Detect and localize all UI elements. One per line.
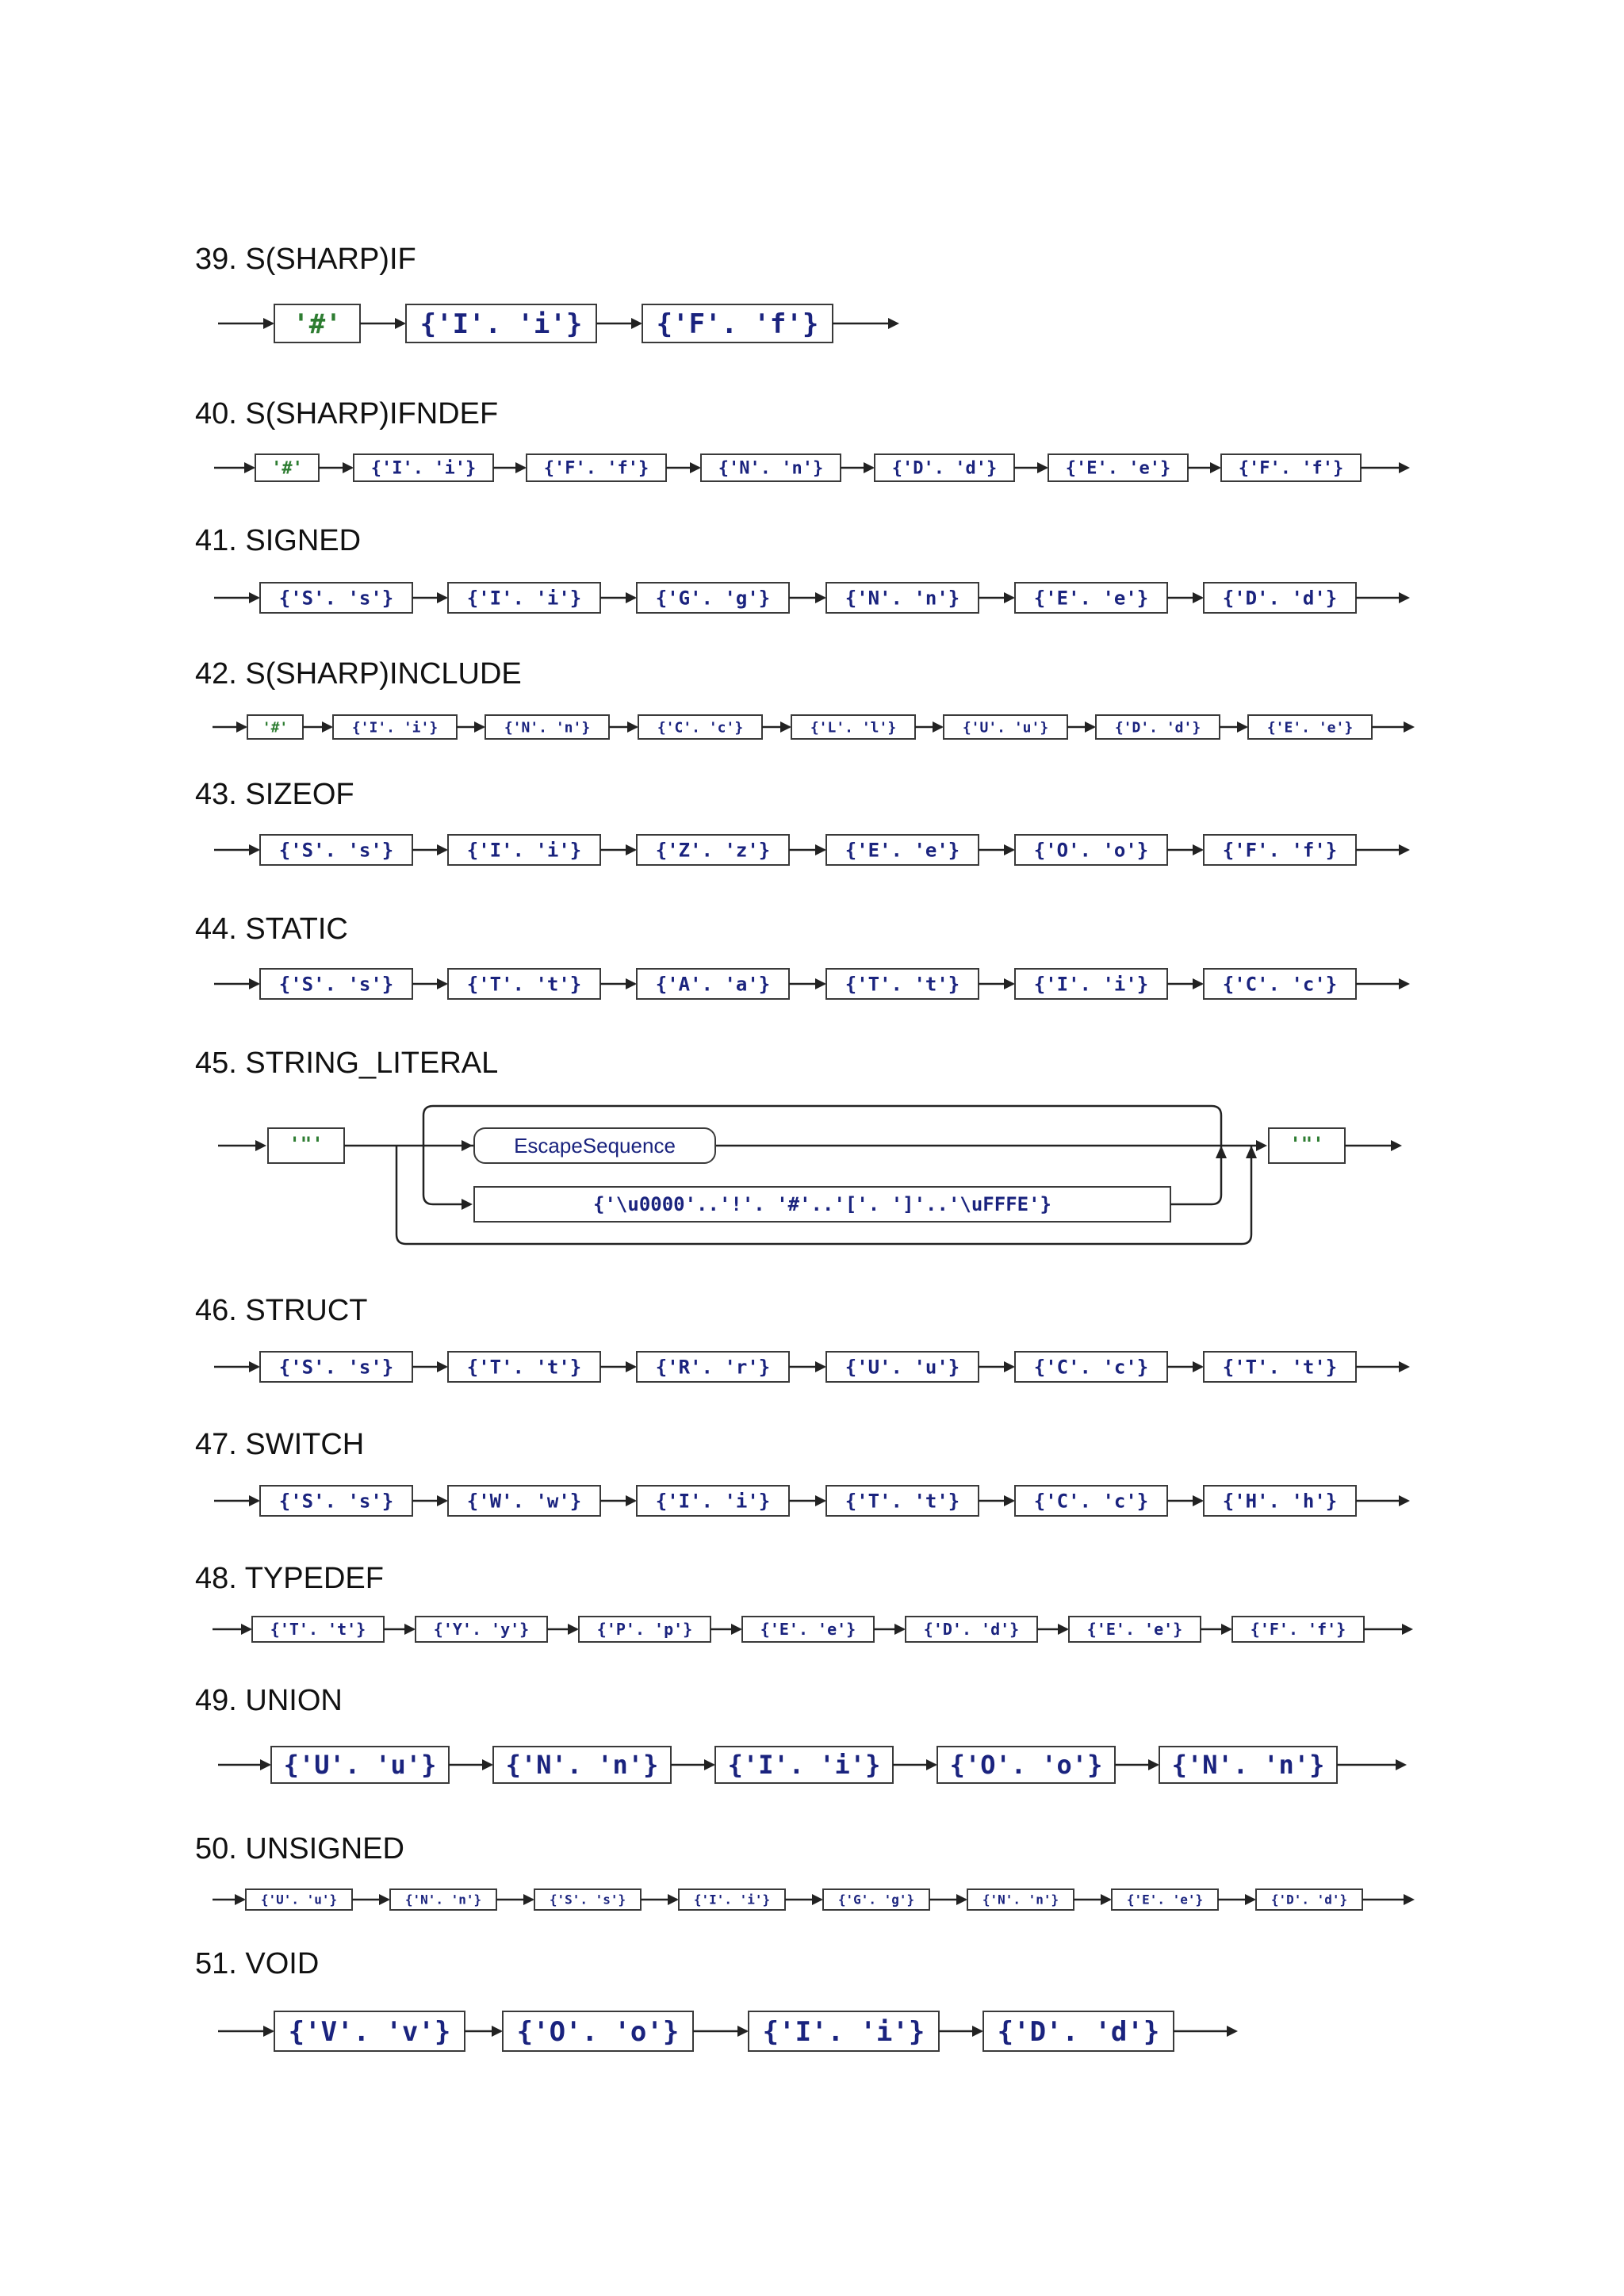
arrow-head-icon — [492, 2026, 503, 2037]
arrow-head-icon — [1101, 1894, 1112, 1905]
token-label: {'E'. 'e'} — [1086, 1620, 1183, 1639]
token-label: {'I'. 'i'} — [419, 308, 583, 340]
token-label: {'S'. 's'} — [278, 1490, 394, 1513]
arrow-head-icon — [1058, 1624, 1069, 1635]
arrow-head-icon — [515, 462, 527, 473]
token-label: {'I'. 'i'} — [655, 1490, 771, 1513]
token-label: {'A'. 'a'} — [655, 973, 771, 996]
arrow-head-icon — [1193, 844, 1204, 855]
arrow-head-icon — [864, 462, 875, 473]
arrow-head-icon — [404, 1624, 416, 1635]
diagram-46 — [0, 1343, 1624, 1391]
arrow-head-icon — [263, 318, 274, 329]
token-label: {'S'. 's'} — [278, 839, 394, 862]
token-label: {'T'. 't'} — [845, 1490, 960, 1513]
arrow-head-icon — [888, 318, 899, 329]
token-label: {'F'. 'f'} — [656, 308, 819, 340]
arrow-head-icon — [437, 978, 448, 989]
arrow-head-icon — [1221, 1624, 1232, 1635]
section-title-51: 51. VOID — [195, 1947, 320, 1980]
token-label: {'I'. 'i'} — [351, 719, 439, 737]
arrow-head-icon — [322, 721, 333, 733]
token-label: {'I'. 'i'} — [1033, 973, 1149, 996]
diagram-40 — [0, 446, 1624, 493]
token-label: {'N'. 'n'} — [982, 1892, 1059, 1908]
arrow-head-icon — [249, 844, 260, 855]
arrow-head-icon — [395, 318, 406, 329]
arrow-head-icon — [244, 462, 255, 473]
arrow-head-icon — [780, 721, 791, 733]
section-title-43: 43. SIZEOF — [195, 778, 354, 811]
token-label: {'C'. 'c'} — [657, 719, 744, 737]
token-label: {'E'. 'e'} — [760, 1620, 856, 1639]
diagram-50 — [0, 1881, 1624, 1920]
arrow-head-icon — [704, 1759, 715, 1770]
diagram-49 — [0, 1733, 1624, 1797]
token-label: {'T'. 't'} — [270, 1620, 366, 1639]
section-title-46: 46. STRUCT — [195, 1294, 368, 1327]
section-title-39: 39. S(SHARP)IF — [195, 243, 416, 276]
token-label: {'F'. 'f'} — [543, 458, 649, 479]
token-label: '#' — [293, 308, 342, 340]
token-label: {'S'. 's'} — [278, 1356, 394, 1379]
arrow-head-icon — [815, 978, 826, 989]
token-label: {'D'. 'd'} — [997, 2015, 1160, 2048]
arrow-head-icon — [482, 1759, 493, 1770]
arrow-head-icon — [933, 721, 944, 733]
arrow-head-icon — [737, 2026, 749, 2037]
arrow-head-icon — [1085, 721, 1096, 733]
diagram-39 — [0, 292, 1624, 355]
arrow-head-icon — [474, 721, 485, 733]
arrow-head-icon — [926, 1759, 937, 1770]
token-label: {'I'. 'i'} — [466, 839, 582, 862]
arrow-head-icon — [343, 462, 354, 473]
section-title-47: 47. SWITCH — [195, 1428, 365, 1461]
section-title-41: 41. SIGNED — [195, 524, 362, 557]
arrow-head-icon — [1237, 721, 1248, 733]
token-label: {'E'. 'e'} — [1033, 587, 1149, 610]
token-label: {'G'. 'g'} — [655, 587, 771, 610]
diagram-43 — [0, 826, 1624, 874]
section-title-44: 44. STATIC — [195, 913, 348, 946]
arrow-head-icon — [1399, 978, 1410, 989]
arrow-head-icon — [1193, 1361, 1204, 1372]
arrow-head-icon — [249, 592, 260, 603]
token-label: {'E'. 'e'} — [1266, 719, 1354, 737]
token-label: {'L'. 'l'} — [810, 719, 897, 737]
diagram-51 — [0, 1998, 1624, 2061]
arrow-head-icon — [815, 844, 826, 855]
token-label: {'U'. 'u'} — [283, 1750, 437, 1781]
diagram-47 — [0, 1477, 1624, 1525]
quote-close-token: '"' — [1289, 1133, 1324, 1155]
arrow-head-icon — [1399, 1495, 1410, 1506]
token-label: {'N'. 'n'} — [504, 719, 591, 737]
token-label: {'O'. 'o'} — [1033, 839, 1149, 862]
token-label: {'E'. 'e'} — [1065, 458, 1171, 479]
token-label: {'N'. 'n'} — [404, 1892, 482, 1908]
arrow-head-icon — [241, 1624, 252, 1635]
token-label: '#' — [271, 458, 303, 479]
token-label: {'N'. 'n'} — [1171, 1750, 1325, 1781]
token-label: {'T'. 't'} — [1222, 1356, 1338, 1379]
arrow-head-icon — [437, 844, 448, 855]
token-label: {'N'. 'n'} — [845, 587, 960, 610]
arrow-head-icon — [1004, 592, 1015, 603]
arrow-head-icon — [379, 1894, 390, 1905]
token-label: {'R'. 'r'} — [655, 1356, 771, 1379]
arrow-head-icon — [235, 1894, 246, 1905]
arrow-head-icon — [249, 978, 260, 989]
arrow-head-icon — [626, 844, 637, 855]
token-label: {'W'. 'w'} — [466, 1490, 582, 1513]
token-label: {'T'. 't'} — [466, 973, 582, 996]
arrow-head-icon — [894, 1624, 906, 1635]
token-label: {'G'. 'g'} — [837, 1892, 915, 1908]
arrow-head-icon — [972, 2026, 983, 2037]
token-label: '#' — [262, 719, 289, 737]
arrow-head-icon — [236, 721, 247, 733]
token-label: {'D'. 'd'} — [1270, 1892, 1348, 1908]
token-label: {'S'. 's'} — [278, 973, 394, 996]
token-label: {'D'. 'd'} — [1222, 587, 1338, 610]
arrow-head-icon — [1193, 978, 1204, 989]
token-label: {'D'. 'd'} — [923, 1620, 1020, 1639]
arrow-head-icon — [627, 721, 638, 733]
token-label: {'Z'. 'z'} — [655, 839, 771, 862]
arrow-head-icon — [1004, 1495, 1015, 1506]
token-label: {'H'. 'h'} — [1222, 1490, 1338, 1513]
diagram-41 — [0, 574, 1624, 622]
arrow-head-icon — [815, 1495, 826, 1506]
arrow-head-icon — [626, 1495, 637, 1506]
arrow-head-icon — [1148, 1759, 1159, 1770]
section-title-45: 45. STRING_LITERAL — [195, 1047, 499, 1080]
section-title-40: 40. S(SHARP)IFNDEF — [195, 397, 499, 430]
arrow-head-icon — [626, 978, 637, 989]
token-label: {'O'. 'o'} — [516, 2015, 680, 2048]
arrow-head-icon — [437, 592, 448, 603]
arrow-head-icon — [249, 1361, 260, 1372]
arrow-head-icon — [568, 1624, 579, 1635]
arrow-head-icon — [815, 1361, 826, 1372]
arrow-head-icon — [690, 462, 701, 473]
token-label: {'U'. 'u'} — [845, 1356, 960, 1379]
arrow-head-icon — [1399, 592, 1410, 603]
arrow-head-icon — [626, 592, 637, 603]
token-label: {'F'. 'f'} — [1238, 458, 1344, 479]
arrow-head-icon — [1399, 844, 1410, 855]
section-title-42: 42. S(SHARP)INCLUDE — [195, 657, 522, 691]
diagram-48 — [0, 1607, 1624, 1655]
char-range-token: {'\u0000'..'!'. '#'..'['. ']'..'\uFFFE'} — [593, 1193, 1051, 1215]
arrow-head-icon — [249, 1495, 260, 1506]
token-label: {'F'. 'f'} — [1222, 839, 1338, 862]
escape-sequence-label: EscapeSequence — [514, 1134, 676, 1158]
arrow-head-icon — [956, 1894, 967, 1905]
token-label: {'I'. 'i'} — [693, 1892, 771, 1908]
arrow-head-icon — [263, 2026, 274, 2037]
arrow-head-icon — [1227, 2026, 1238, 2037]
arrow-head-icon — [1004, 1361, 1015, 1372]
arrow-head-icon — [1402, 1624, 1413, 1635]
token-label: {'P'. 'p'} — [596, 1620, 693, 1639]
arrow-head-icon — [631, 318, 642, 329]
section-title-49: 49. UNION — [195, 1684, 343, 1717]
arrow-head-icon — [260, 1759, 271, 1770]
token-label: {'N'. 'n'} — [718, 458, 824, 479]
arrow-head-icon — [668, 1894, 679, 1905]
section-title-50: 50. UNSIGNED — [195, 1832, 404, 1866]
arrow-head-icon — [437, 1361, 448, 1372]
token-label: {'I'. 'i'} — [370, 458, 477, 479]
arrow-head-icon — [1037, 462, 1048, 473]
arrow-head-icon — [1404, 1894, 1415, 1905]
arrow-head-icon — [1399, 1361, 1410, 1372]
token-label: {'C'. 'c'} — [1033, 1490, 1149, 1513]
diagram-45 — [0, 1098, 1624, 1249]
token-label: {'T'. 't'} — [845, 973, 960, 996]
token-label: {'O'. 'o'} — [949, 1750, 1103, 1781]
token-label: {'N'. 'n'} — [505, 1750, 659, 1781]
token-label: {'I'. 'i'} — [727, 1750, 881, 1781]
token-label: {'T'. 't'} — [466, 1356, 582, 1379]
arrow-head-icon — [812, 1894, 823, 1905]
arrow-head-icon — [1004, 978, 1015, 989]
arrow-head-icon — [1399, 462, 1410, 473]
diagram-42 — [0, 703, 1624, 751]
token-label: {'E'. 'e'} — [1126, 1892, 1204, 1908]
quote-open-token: '"' — [289, 1133, 324, 1155]
token-label: {'C'. 'c'} — [1033, 1356, 1149, 1379]
arrow-head-icon — [1210, 462, 1221, 473]
arrow-head-icon — [1193, 592, 1204, 603]
arrow-head-icon — [731, 1624, 742, 1635]
token-label: {'E'. 'e'} — [845, 839, 960, 862]
token-label: {'S'. 's'} — [549, 1892, 626, 1908]
token-label: {'V'. 'v'} — [288, 2015, 451, 2048]
arrow-head-icon — [523, 1894, 534, 1905]
token-label: {'U'. 'u'} — [260, 1892, 338, 1908]
token-label: {'I'. 'i'} — [762, 2015, 925, 2048]
token-label: {'I'. 'i'} — [466, 587, 582, 610]
section-title-48: 48. TYPEDEF — [195, 1562, 384, 1595]
arrow-head-icon — [437, 1495, 448, 1506]
token-label: {'C'. 'c'} — [1222, 973, 1338, 996]
arrow-head-icon — [1245, 1894, 1256, 1905]
token-label: {'D'. 'd'} — [891, 458, 998, 479]
token-label: {'U'. 'u'} — [962, 719, 1049, 737]
arrow-head-icon — [1004, 844, 1015, 855]
token-label: {'F'. 'f'} — [1250, 1620, 1346, 1639]
token-label: {'S'. 's'} — [278, 587, 394, 610]
arrow-head-icon — [815, 592, 826, 603]
arrow-head-icon — [626, 1361, 637, 1372]
arrow-head-icon — [1396, 1759, 1407, 1770]
arrow-head-icon — [1404, 721, 1415, 733]
token-label: {'D'. 'd'} — [1114, 719, 1201, 737]
diagram-44 — [0, 960, 1624, 1008]
arrow-head-icon — [1193, 1495, 1204, 1506]
token-label: {'Y'. 'y'} — [433, 1620, 530, 1639]
